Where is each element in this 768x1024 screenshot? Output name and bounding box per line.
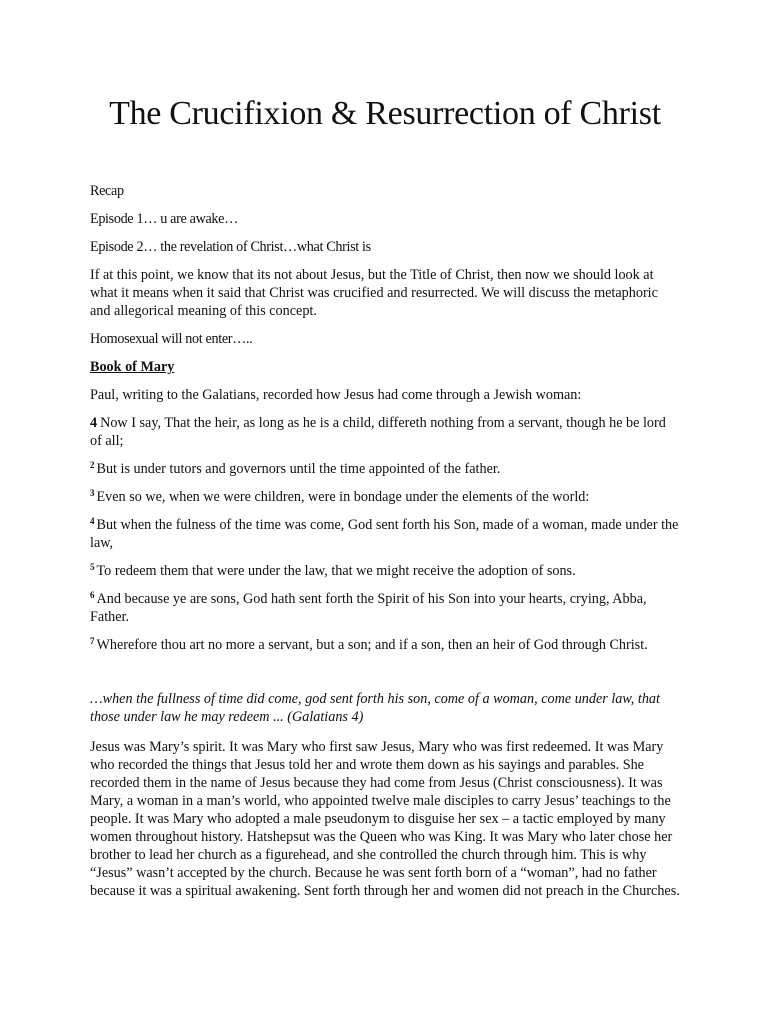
homosexual-line: Homosexual will not enter…..: [90, 331, 253, 347]
verse: [90, 562, 680, 580]
verse: [90, 414, 680, 450]
recap-label: Recap: [90, 183, 124, 199]
verse: [90, 516, 680, 552]
mary-paragraph: Jesus was Mary’s spirit. It was Mary who first saw Jesus, Mary who was first redeemed. It was Mary who recorded the things that Jesus told her and wrote them down as his sayings and parables. She recorded them in the name of Jesus because they had come from Jesus (Christ consciousness). It was Mary, a woman in a man’s world, who appointed twelve male disciples to carry Jesus’ teachings to the people. It was Mary who adopted a male pseudonym to disguise her sex – a tactic employed by many women throughout history. Hatshepsut was the Queen who was King. It was Mary who later chose her brother to lead her church as a figurehead, and she controlled the church through him. This is why “Jesus” wasn’t accepted by the church. Because he was sent forth born of a “woman”, had no father because it was a spiritual awakening. Sent forth through her and women did not preach in the Churches.: [90, 739, 680, 899]
verse-text: Now I say, That the heir, as long as he is a child, differeth nothing from a servant, though he be lord of all;: [90, 415, 666, 449]
paul-paragraph: Paul, writing to the Galatians, recorded how Jesus had come through a Jewish woman:: [90, 387, 582, 403]
page-title: The Crucifixion & Resurrection of Christ: [109, 95, 661, 132]
verse-text: To redeem them that were under the law, that we might receive the adoption of sons.: [96, 563, 576, 579]
verse-text: Even so we, when we were children, were in bondage under the elements of the world:: [96, 489, 590, 505]
verse: [90, 636, 680, 654]
verse: [90, 590, 680, 626]
verse-text: But when the fulness of the time was come, God sent forth his Son, made of a woman, made under the law,: [90, 517, 679, 551]
verse-number: 2: [90, 460, 95, 470]
document-body: [90, 182, 680, 900]
intro-paragraph: If at this point, we know that its not about Jesus, but the Title of Christ, then now we should look at what it means when it said that Christ was crucified and resurrected. We will discuss the metaphoric and allegorical meaning of this concept.: [90, 267, 658, 319]
episode-2-line: Episode 2… the revelation of Christ…what Christ is: [90, 239, 371, 255]
verse-number: 4: [90, 516, 95, 526]
verse-number: 5: [90, 562, 95, 572]
verse-text: And because ye are sons, God hath sent forth the Spirit of his Son into your hearts, crying, Abba, Father.: [90, 591, 647, 625]
episode-1-line: Episode 1… u are awake…: [90, 211, 238, 227]
verse-text: But is under tutors and governors until the time appointed of the father.: [96, 461, 501, 477]
verse-number: 7: [90, 636, 95, 646]
verse-text: Wherefore thou art no more a servant, but a son; and if a son, then an heir of God through Christ.: [96, 637, 648, 653]
verse-number: 3: [90, 488, 95, 498]
verse: [90, 460, 680, 478]
galatians-quote: …when the fullness of time did come, god sent forth his son, come of a woman, come under law, that those under law he may redeem ... (Galatians 4): [90, 691, 660, 725]
verse-number: 6: [90, 590, 95, 600]
verse: [90, 488, 680, 506]
verse-number: 4: [90, 415, 98, 431]
section-heading: Book of Mary: [90, 359, 175, 375]
